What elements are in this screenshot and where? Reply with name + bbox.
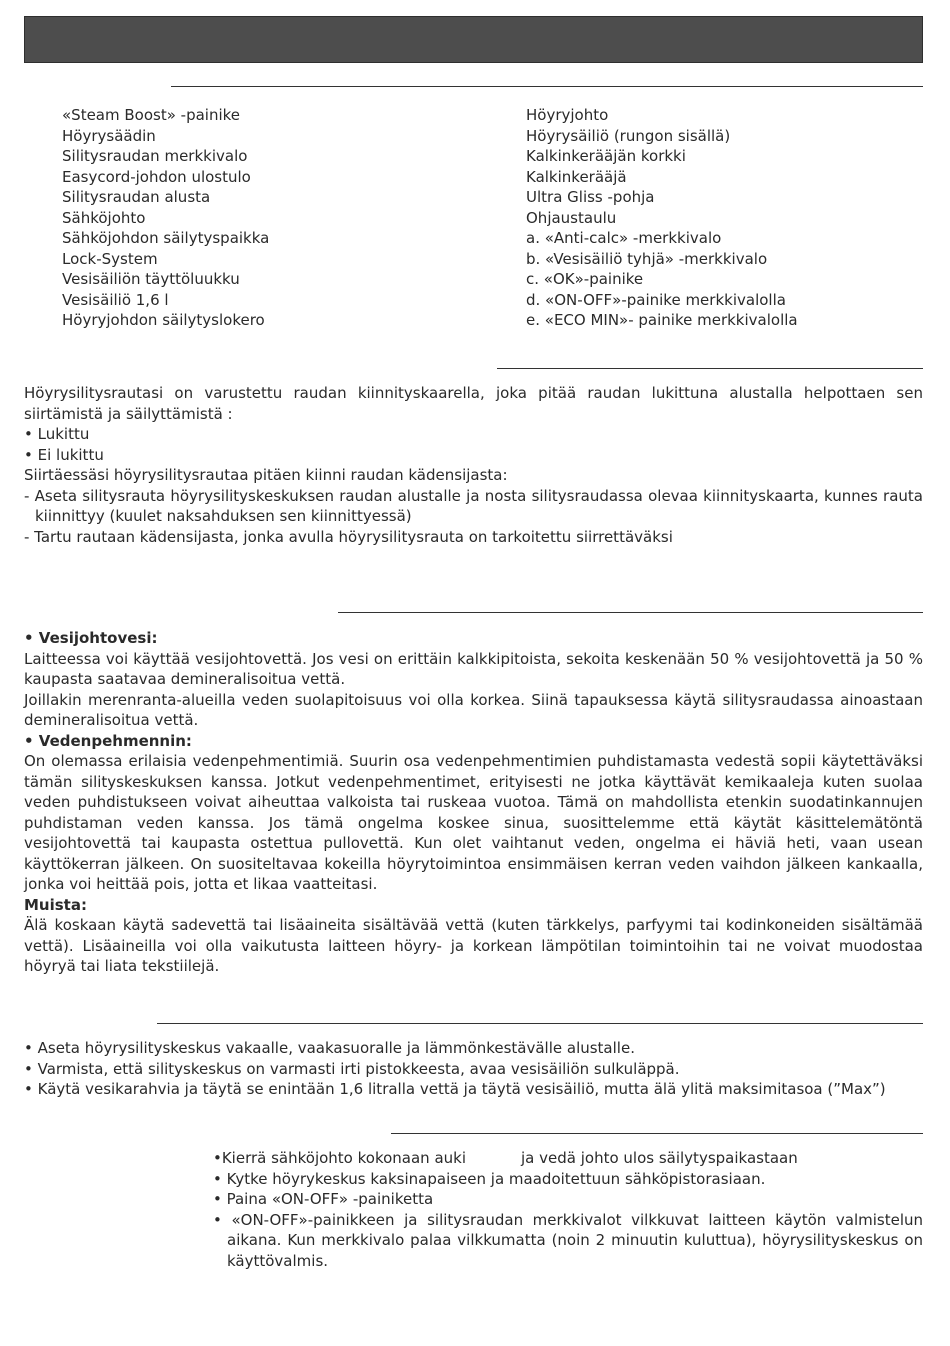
parts-item: a. «Anti-calc» -merkkivalo [526,229,722,247]
remember-heading: Muista: [24,895,87,914]
water-section [24,628,923,977]
section-rule-filling [157,1023,923,1024]
parts-item: Sähköjohdon säilytyspaikka [62,229,270,247]
parts-item: Silitysraudan merkkivalo [62,147,248,165]
lock-intro: Höyrysilitysrautasi on varustettu raudan kiinnityskaarella, joka pitää raudan lukittuna alustalla helpottaen sen siirtämistä ja säilyttämistä : [24,384,923,423]
parts-item: Höyrysäädin [62,126,156,145]
parts-item: Vesisäiliön täyttöluukku [62,270,240,288]
parts-item: Höyryjohdon säilytyslokero [62,311,265,329]
parts-item: Lock-System [62,249,158,268]
tap-water-text-1: Laitteessa voi käyttää vesijohtovettä. Jos vesi on erittäin kalkkipitoista, sekoita keskenään 50 % vesijohtovettä ja 50 % kaupasta saatavaa demineralisoitua vettä. [24,649,923,688]
parts-item: c. «OK»-painike [526,270,644,288]
parts-item: Ohjaustaulu [526,208,617,227]
parts-item: Easycord-johdon ulostulo [62,167,251,186]
parts-item: Kalkinkerääjän korkki [526,147,686,165]
filling-section [24,1038,923,1100]
parts-item: Höyryjohto [526,106,609,124]
parts-item: Silitysraudan alusta [62,188,211,206]
lock-unlocked: • Ei lukittu [24,445,104,464]
parts-item: «Steam Boost» -painike [62,106,241,124]
lock-section [24,383,923,547]
parts-item: d. «ON-OFF»-painike merkkivalolla [526,290,786,309]
startup-bullet-1b: ja vedä johto ulos säilytyspaikastaan [521,1149,798,1167]
tap-water-heading: • Vesijohtovesi: [24,629,158,647]
softener-heading: • Vedenpehmennin: [24,731,192,750]
lock-moving: Siirtäessäsi höyrysilitysrautaa pitäen kiinni raudan kädensijasta: [24,466,508,484]
parts-item: b. «Vesisäiliö tyhjä» -merkkivalo [526,249,768,268]
startup-bullet-1 [213,1148,923,1169]
filling-bullet-3: • Käytä vesikarahvia ja täytä se enintään 1,6 litralla vettä ja täytä vesisäiliö, mutta älä ylitä maksimitasoa (”Max”) [24,1080,886,1098]
startup-bullet-3: • Paina «ON-OFF» -painiketta [213,1190,434,1208]
parts-item: Ultra Gliss -pohja [526,188,655,206]
section-rule-water [338,612,923,613]
parts-item: Vesisäiliö 1,6 l [62,290,169,309]
lock-locked: • Lukittu [24,425,90,443]
softener-text: On olemassa erilaisia vedenpehmentimiä. Suurin osa vedenpehmentimien puhdistamasta vedestä sopii käytettäväksi tämän silityskeskuksen kanssa. Jotkut vedenpehmentimet, erityisesti ne jotka käyttävät kemikaaleja kuten suolaa veden puhdistukseen voivat aiheuttaa valkoista tai ruskeaa vuotoa. Tämä on mahdollista etenkin suodatinkannujen puhdistaman veden kanssa. Jos tämä ongelma koskee sinua, suosittelemme että käytät käsittelemätöntä vesijohtovettä tai kaupasta ostettua pullovettä. Kun olet vaihtanut veden, ongelma ei häviä heti, vaan usean käyttökerran jälkeen. On suositeltavaa kokeilla höyrytoimintoa ensimmäisen kerran veden vaihdon jälkeen kankaalla, jonka voi heittää pois, jotta et likaa vaatteitasi. [24,752,923,893]
startup-bullet-4: • «ON-OFF»-painikkeen ja silitysraudan merkkivalot vilkkuvat laitteen käytön valmistelun aikana. Kun merkkivalo palaa vilkkumatta (noin 2 minuutin kuluttua), höyrysilityskeskus on käyttövalmis. [213,1210,923,1270]
startup-bullet-2: • Kytke höyrykeskus kaksinapaiseen ja maadoitettuun sähköpistorasiaan. [213,1169,766,1188]
lock-step-2: - Tartu rautaan kädensijasta, jonka avulla höyrysilitysrauta on tarkoitettu siirrettäväksi [24,527,673,546]
section-rule-parts [171,86,923,87]
section-rule-startup [391,1133,923,1134]
parts-item: e. «ECO MIN»- painike merkkivalolla [526,311,798,329]
parts-list-left [62,105,269,331]
lock-step-1: - Aseta silitysrauta höyrysilityskeskuksen raudan alustalle ja nosta silitysraudassa olevaa kiinnityskaarta, kunnes rauta kiinnittyy (kuulet naksahduksen sen kiinnittyessä) [24,486,923,525]
startup-section [213,1148,923,1271]
parts-item: Sähköjohto [62,208,146,227]
remember-text: Älä koskaan käytä sadevettä tai lisäaineita sisältävää vettä (kuten tärkkelys, parfyymi tai kodinkoneiden sisältämää vettä). Lisäaineilla voi olla vaikutusta laitteen höyry- ja korkean lämpötilan toimintoihin tai ne voivat muodostaa höyryä tai liata tekstiilejä. [24,916,923,975]
parts-item: Kalkinkerääjä [526,167,627,186]
section-rule-lock [497,368,923,369]
tap-water-text-2: Joillakin merenranta-alueilla veden suolapitoisuus voi olla korkea. Siinä tapauksessa käytä silitysraudassa ainoastaan demineralisoitua vettä. [24,690,923,729]
header-bar [24,16,923,63]
parts-item: Höyrysäiliö (rungon sisällä) [526,126,731,145]
parts-list-right [526,105,798,331]
startup-bullet-1a: •Kierrä sähköjohto kokonaan auki [213,1149,467,1167]
filling-bullet-2: • Varmista, että silityskeskus on varmasti irti pistokkeesta, avaa vesisäiliön sulkuläppä. [24,1059,680,1078]
filling-bullet-1: • Aseta höyrysilityskeskus vakaalle, vaakasuoralle ja lämmönkestävälle alustalle. [24,1039,635,1057]
